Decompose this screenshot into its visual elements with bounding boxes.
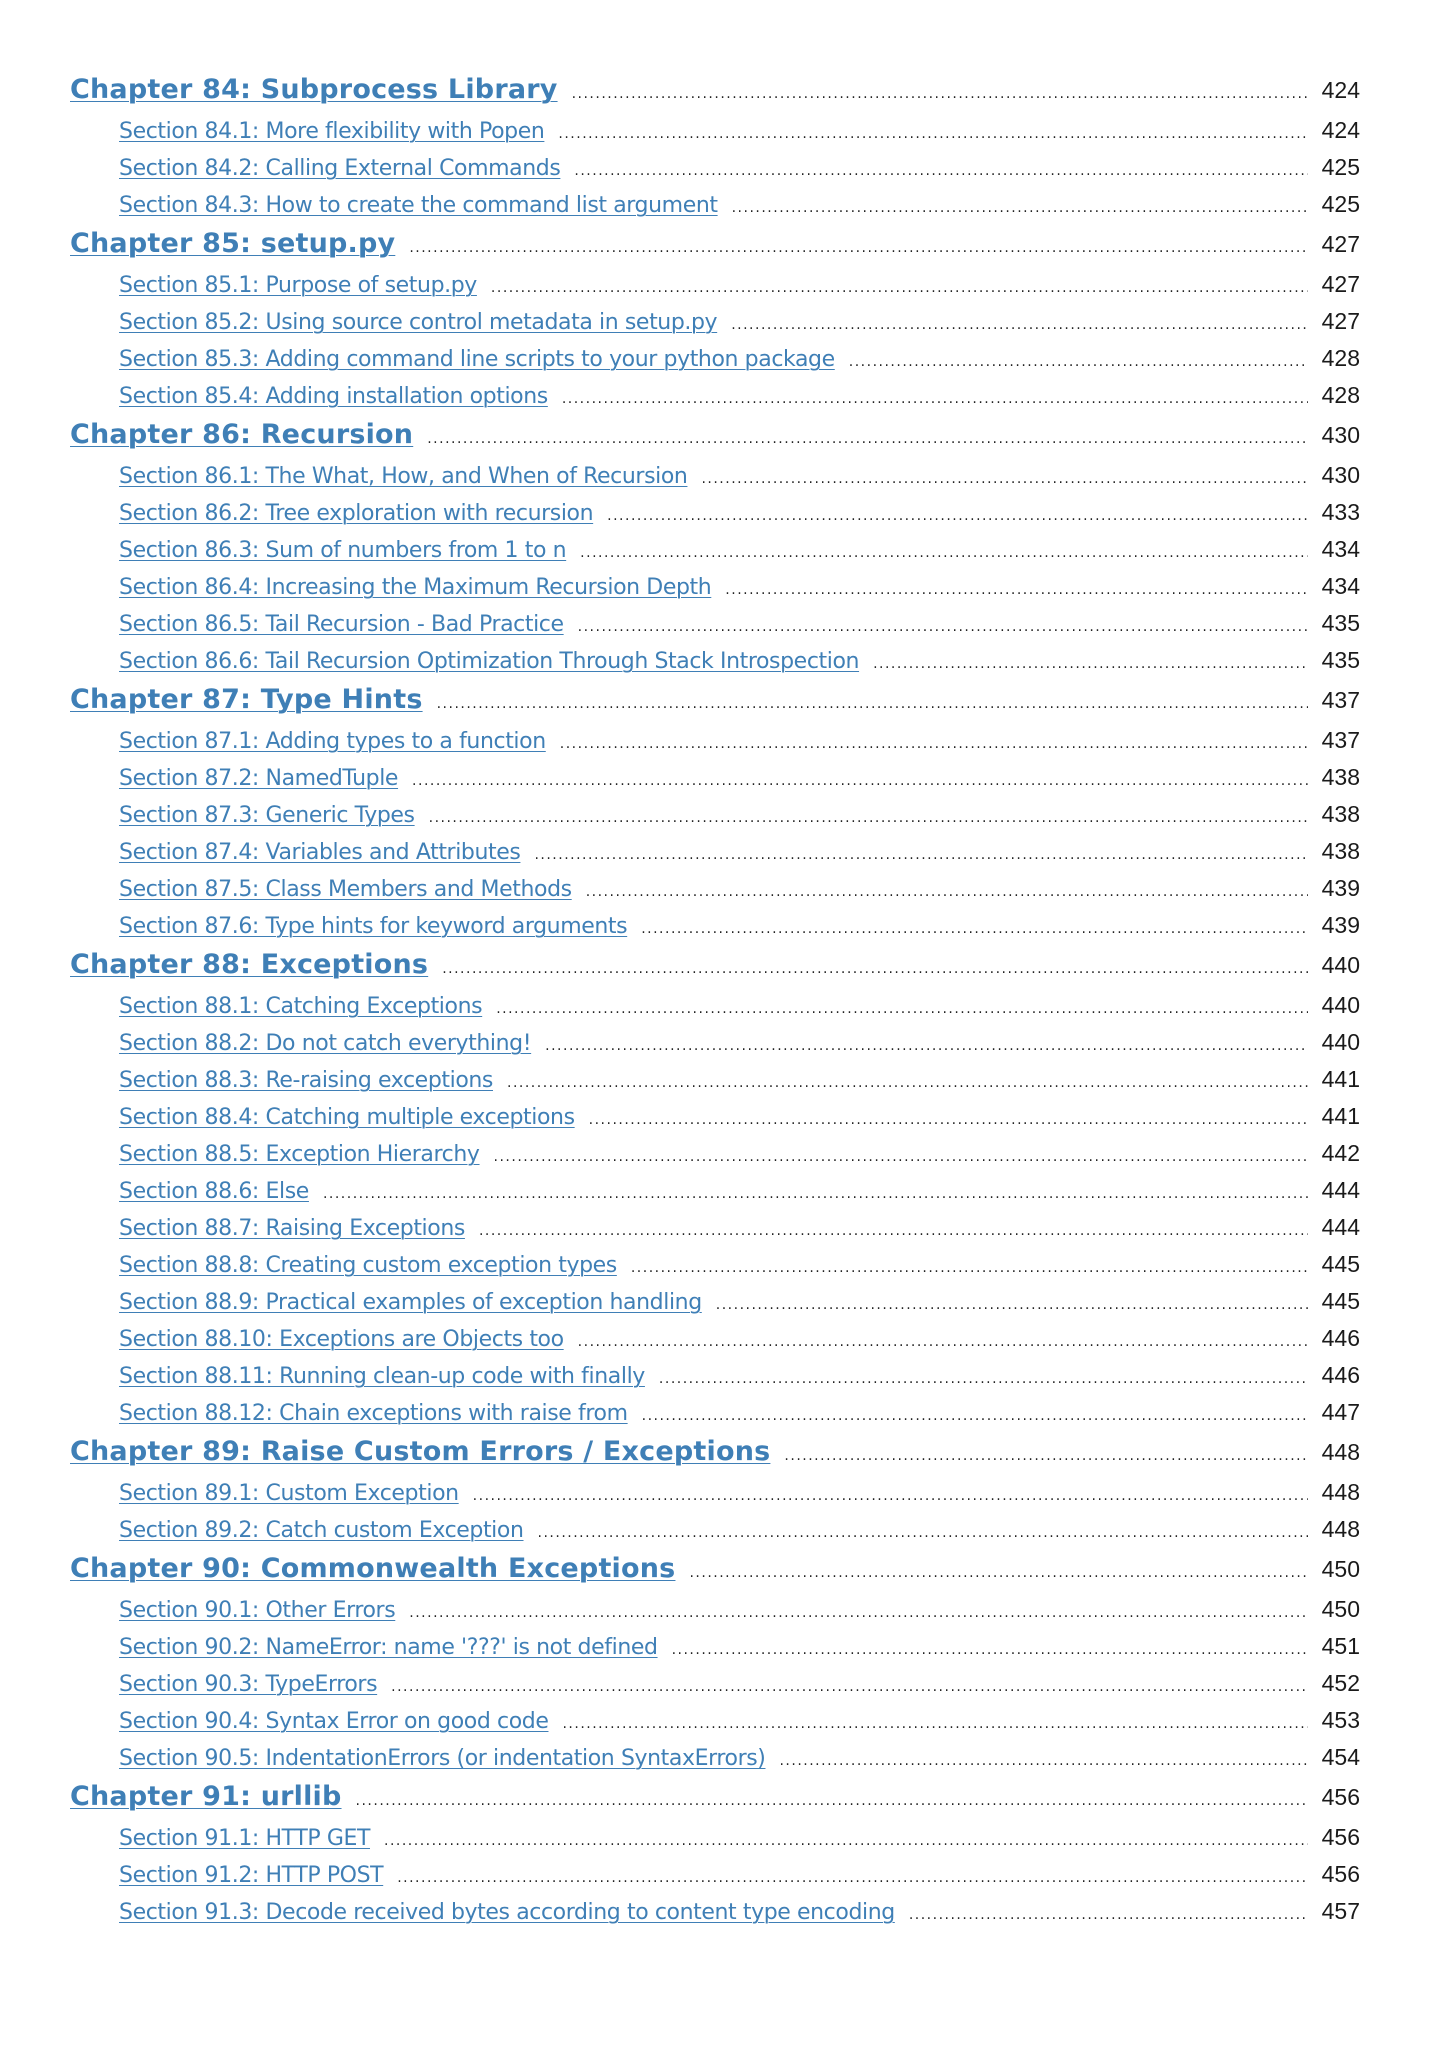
section-link[interactable]: Section 88.2: Do not catch everything!: [119, 1031, 532, 1056]
page-number: 442: [1321, 1140, 1360, 1166]
toc-section-entry[interactable]: [70, 764, 1360, 801]
dot-leader: [427, 432, 1308, 446]
section-link[interactable]: Section 88.3: Re-raising exceptions: [119, 1068, 493, 1093]
section-link[interactable]: Section 84.2: Calling External Commands: [119, 156, 561, 181]
dot-leader: [849, 355, 1308, 369]
chapter-link[interactable]: Chapter 91: urllib: [70, 1781, 342, 1812]
toc-section-entry[interactable]: [70, 1633, 1360, 1670]
dot-leader: [562, 1717, 1308, 1731]
toc-section-entry[interactable]: [70, 1670, 1360, 1707]
dot-leader: [689, 1566, 1308, 1580]
chapter-link[interactable]: Chapter 90: Commonwealth Exceptions: [70, 1553, 676, 1584]
page-number: 445: [1321, 1288, 1360, 1314]
chapter-link[interactable]: Chapter 85: setup.py: [70, 228, 396, 259]
section-link[interactable]: Section 90.5: IndentationErrors (or indentation SyntaxErrors): [119, 1746, 766, 1771]
section-link[interactable]: Section 88.8: Creating custom exception types: [119, 1253, 617, 1278]
page-number: 428: [1321, 382, 1360, 408]
toc-section-entry[interactable]: [70, 1103, 1360, 1140]
dot-leader: [558, 127, 1308, 141]
dot-leader: [672, 1643, 1308, 1657]
page-number: 456: [1321, 1824, 1360, 1850]
dot-leader: [574, 164, 1308, 178]
dot-leader: [442, 962, 1308, 976]
dot-leader: [562, 392, 1308, 406]
page-number: 434: [1321, 536, 1360, 562]
dot-leader: [494, 1150, 1308, 1164]
toc-section-entry[interactable]: [70, 838, 1360, 875]
dot-leader: [545, 1039, 1308, 1053]
dot-leader: [409, 1606, 1308, 1620]
page-number: 428: [1321, 345, 1360, 371]
page-number: 453: [1321, 1707, 1360, 1733]
section-link[interactable]: Section 85.3: Adding command line scripts to your python package: [119, 347, 835, 372]
section-link[interactable]: Section 87.6: Type hints for keyword arguments: [119, 914, 628, 939]
toc-chapter-entry[interactable]: [70, 419, 1360, 462]
toc-section-entry[interactable]: [70, 1251, 1360, 1288]
dot-leader: [631, 1261, 1308, 1275]
page-number: 454: [1321, 1744, 1360, 1770]
toc-chapter-entry[interactable]: [70, 1553, 1360, 1596]
toc-section-entry[interactable]: [70, 1861, 1360, 1898]
dot-leader: [716, 1298, 1308, 1312]
page-number: 441: [1321, 1103, 1360, 1129]
section-link[interactable]: Section 91.3: Decode received bytes according to content type encoding: [119, 1900, 895, 1925]
dot-leader: [725, 583, 1308, 597]
toc-chapter-entry[interactable]: [70, 1436, 1360, 1479]
toc-section-entry[interactable]: [70, 191, 1360, 228]
section-link[interactable]: Section 91.2: HTTP POST: [119, 1863, 384, 1888]
dot-leader: [586, 885, 1308, 899]
toc-section-entry[interactable]: [70, 1140, 1360, 1177]
section-link[interactable]: Section 88.6: Else: [119, 1179, 309, 1204]
page-number: 448: [1321, 1439, 1360, 1465]
toc-section-entry[interactable]: [70, 1177, 1360, 1214]
page-number: 446: [1321, 1325, 1360, 1351]
section-link[interactable]: Section 88.7: Raising Exceptions: [119, 1216, 465, 1241]
dot-leader: [659, 1372, 1308, 1386]
page-number: 439: [1321, 912, 1360, 938]
page-number: 440: [1321, 992, 1360, 1018]
section-link[interactable]: Section 87.2: NamedTuple: [119, 766, 399, 791]
page-number: 448: [1321, 1516, 1360, 1542]
section-link[interactable]: Section 86.6: Tail Recursion Optimization Through Stack Introspection: [119, 649, 860, 674]
page-number: 439: [1321, 875, 1360, 901]
page-number: 452: [1321, 1670, 1360, 1696]
section-link[interactable]: Section 86.4: Increasing the Maximum Recursion Depth: [119, 575, 712, 600]
toc-section-entry[interactable]: [70, 1596, 1360, 1633]
chapter-link[interactable]: Chapter 87: Type Hints: [70, 684, 423, 715]
table-of-contents: [70, 74, 1360, 1935]
toc-section-entry[interactable]: [70, 1744, 1360, 1781]
dot-leader: [572, 87, 1308, 101]
dot-leader: [909, 1908, 1308, 1922]
dot-leader: [731, 318, 1308, 332]
section-link[interactable]: Section 87.1: Adding types to a function: [119, 729, 546, 754]
toc-chapter-entry[interactable]: [70, 228, 1360, 271]
page-number: 425: [1321, 191, 1360, 217]
chapter-link[interactable]: Chapter 88: Exceptions: [70, 949, 429, 980]
page-number: 424: [1321, 77, 1360, 103]
page-number: 427: [1321, 308, 1360, 334]
dot-leader: [397, 1871, 1308, 1885]
toc-section-entry[interactable]: [70, 382, 1360, 419]
dot-leader: [412, 774, 1308, 788]
page-number: 430: [1321, 422, 1360, 448]
page-number: 425: [1321, 154, 1360, 180]
dot-leader: [589, 1113, 1308, 1127]
page-number: 444: [1321, 1177, 1360, 1203]
page-number: 435: [1321, 610, 1360, 636]
toc-section-entry[interactable]: [70, 1066, 1360, 1103]
page-number: 456: [1321, 1861, 1360, 1887]
page-number: 446: [1321, 1362, 1360, 1388]
page-number: 430: [1321, 462, 1360, 488]
toc-section-entry[interactable]: [70, 271, 1360, 308]
section-link[interactable]: Section 88.12: Chain exceptions with raise from: [119, 1401, 628, 1426]
toc-section-entry[interactable]: [70, 1214, 1360, 1251]
chapter-link[interactable]: Chapter 86: Recursion: [70, 419, 414, 450]
section-link[interactable]: Section 90.1: Other Errors: [119, 1598, 396, 1623]
dot-leader: [873, 657, 1308, 671]
page-number: 434: [1321, 573, 1360, 599]
dot-leader: [560, 737, 1308, 751]
dot-leader: [732, 201, 1308, 215]
dot-leader: [538, 1526, 1308, 1540]
dot-leader: [491, 281, 1308, 295]
toc-section-entry[interactable]: [70, 1325, 1360, 1362]
dot-leader: [473, 1489, 1308, 1503]
section-link[interactable]: Section 88.4: Catching multiple exceptions: [119, 1105, 575, 1130]
toc-section-entry[interactable]: [70, 1516, 1360, 1553]
page-number: 445: [1321, 1251, 1360, 1277]
toc-section-entry[interactable]: [70, 1288, 1360, 1325]
dot-leader: [701, 472, 1308, 486]
dot-leader: [779, 1754, 1308, 1768]
section-link[interactable]: Section 88.9: Practical examples of exception handling: [119, 1290, 702, 1315]
toc-section-entry[interactable]: [70, 1898, 1360, 1935]
dot-leader: [356, 1794, 1308, 1808]
section-link[interactable]: Section 88.11: Running clean-up code with finally: [119, 1364, 645, 1389]
toc-section-entry[interactable]: [70, 727, 1360, 764]
dot-leader: [641, 922, 1308, 936]
section-link[interactable]: Section 86.3: Sum of numbers from 1 to n: [119, 538, 567, 563]
page-number: 435: [1321, 647, 1360, 673]
toc-chapter-entry[interactable]: [70, 949, 1360, 992]
page-number: 440: [1321, 1029, 1360, 1055]
toc-section-entry[interactable]: [70, 345, 1360, 382]
page-number: 438: [1321, 801, 1360, 827]
toc-section-entry[interactable]: [70, 647, 1360, 684]
dot-leader: [496, 1002, 1308, 1016]
page-number: 441: [1321, 1066, 1360, 1092]
dot-leader: [323, 1187, 1308, 1201]
page-number: 438: [1321, 764, 1360, 790]
dot-leader: [534, 848, 1308, 862]
page-number: 450: [1321, 1596, 1360, 1622]
toc-section-entry[interactable]: [70, 801, 1360, 838]
page-number: 451: [1321, 1633, 1360, 1659]
toc-section-entry[interactable]: [70, 499, 1360, 536]
page-number: 447: [1321, 1399, 1360, 1425]
dot-leader: [429, 811, 1308, 825]
toc-section-entry[interactable]: [70, 462, 1360, 499]
section-link[interactable]: Section 87.3: Generic Types: [119, 803, 415, 828]
dot-leader: [384, 1834, 1308, 1848]
dot-leader: [578, 620, 1308, 634]
section-link[interactable]: Section 88.10: Exceptions are Objects too: [119, 1327, 564, 1352]
section-link[interactable]: Section 84.1: More flexibility with Popen: [119, 119, 545, 144]
page-number: 448: [1321, 1479, 1360, 1505]
section-link[interactable]: Section 87.4: Variables and Attributes: [119, 840, 521, 865]
dot-leader: [437, 697, 1308, 711]
dot-leader: [391, 1680, 1308, 1694]
dot-leader: [507, 1076, 1308, 1090]
toc-chapter-entry[interactable]: [70, 1781, 1360, 1824]
toc-section-entry[interactable]: [70, 610, 1360, 647]
toc-section-entry[interactable]: [70, 992, 1360, 1029]
section-link[interactable]: Section 88.5: Exception Hierarchy: [119, 1142, 480, 1167]
toc-section-entry[interactable]: [70, 117, 1360, 154]
dot-leader: [578, 1335, 1308, 1349]
section-link[interactable]: Section 85.2: Using source control metadata in setup.py: [119, 310, 718, 335]
dot-leader: [784, 1449, 1308, 1463]
page-number: 444: [1321, 1214, 1360, 1240]
dot-leader: [479, 1224, 1308, 1238]
section-link[interactable]: Section 89.2: Catch custom Exception: [119, 1518, 524, 1543]
page-number: 440: [1321, 952, 1360, 978]
chapter-link[interactable]: Chapter 89: Raise Custom Errors / Exceptions: [70, 1436, 771, 1467]
section-link[interactable]: Section 90.3: TypeErrors: [119, 1672, 378, 1697]
toc-section-entry[interactable]: [70, 912, 1360, 949]
chapter-link[interactable]: Chapter 84: Subprocess Library: [70, 74, 558, 105]
dot-leader: [409, 241, 1308, 255]
dot-leader: [642, 1409, 1308, 1423]
dot-leader: [607, 509, 1308, 523]
toc-section-entry[interactable]: [70, 1029, 1360, 1066]
dot-leader: [580, 546, 1308, 560]
toc-section-entry[interactable]: [70, 875, 1360, 912]
page-number: 438: [1321, 838, 1360, 864]
page-number: 437: [1321, 727, 1360, 753]
section-link[interactable]: Section 86.5: Tail Recursion - Bad Practice: [119, 612, 564, 637]
toc-section-entry[interactable]: [70, 308, 1360, 345]
section-link[interactable]: Section 85.1: Purpose of setup.py: [119, 273, 477, 298]
toc-section-entry[interactable]: [70, 1399, 1360, 1436]
section-link[interactable]: Section 85.4: Adding installation options: [119, 384, 548, 409]
section-link[interactable]: Section 88.1: Catching Exceptions: [119, 994, 483, 1019]
section-link[interactable]: Section 90.4: Syntax Error on good code: [119, 1709, 549, 1734]
toc-chapter-entry[interactable]: [70, 74, 1360, 117]
page-number: 437: [1321, 687, 1360, 713]
page-number: 427: [1321, 231, 1360, 257]
section-link[interactable]: Section 86.2: Tree exploration with recursion: [119, 501, 594, 526]
section-link[interactable]: Section 89.1: Custom Exception: [119, 1481, 459, 1506]
toc-section-entry[interactable]: [70, 573, 1360, 610]
page-number: 424: [1321, 117, 1360, 143]
section-link[interactable]: Section 87.5: Class Members and Methods: [119, 877, 572, 902]
toc-chapter-entry[interactable]: [70, 684, 1360, 727]
toc-section-entry[interactable]: [70, 1362, 1360, 1399]
toc-section-entry[interactable]: [70, 1707, 1360, 1744]
section-link[interactable]: Section 90.2: NameError: name '???' is not defined: [119, 1635, 658, 1660]
page-number: 450: [1321, 1556, 1360, 1582]
page-number: 457: [1321, 1898, 1360, 1924]
toc-section-entry[interactable]: [70, 536, 1360, 573]
page-number: 456: [1321, 1784, 1360, 1810]
toc-section-entry[interactable]: [70, 1479, 1360, 1516]
page-number: 433: [1321, 499, 1360, 525]
toc-section-entry[interactable]: [70, 154, 1360, 191]
page-number: 427: [1321, 271, 1360, 297]
section-link[interactable]: Section 84.3: How to create the command list argument: [119, 193, 718, 218]
section-link[interactable]: Section 86.1: The What, How, and When of Recursion: [119, 464, 688, 489]
toc-section-entry[interactable]: [70, 1824, 1360, 1861]
section-link[interactable]: Section 91.1: HTTP GET: [119, 1826, 370, 1851]
